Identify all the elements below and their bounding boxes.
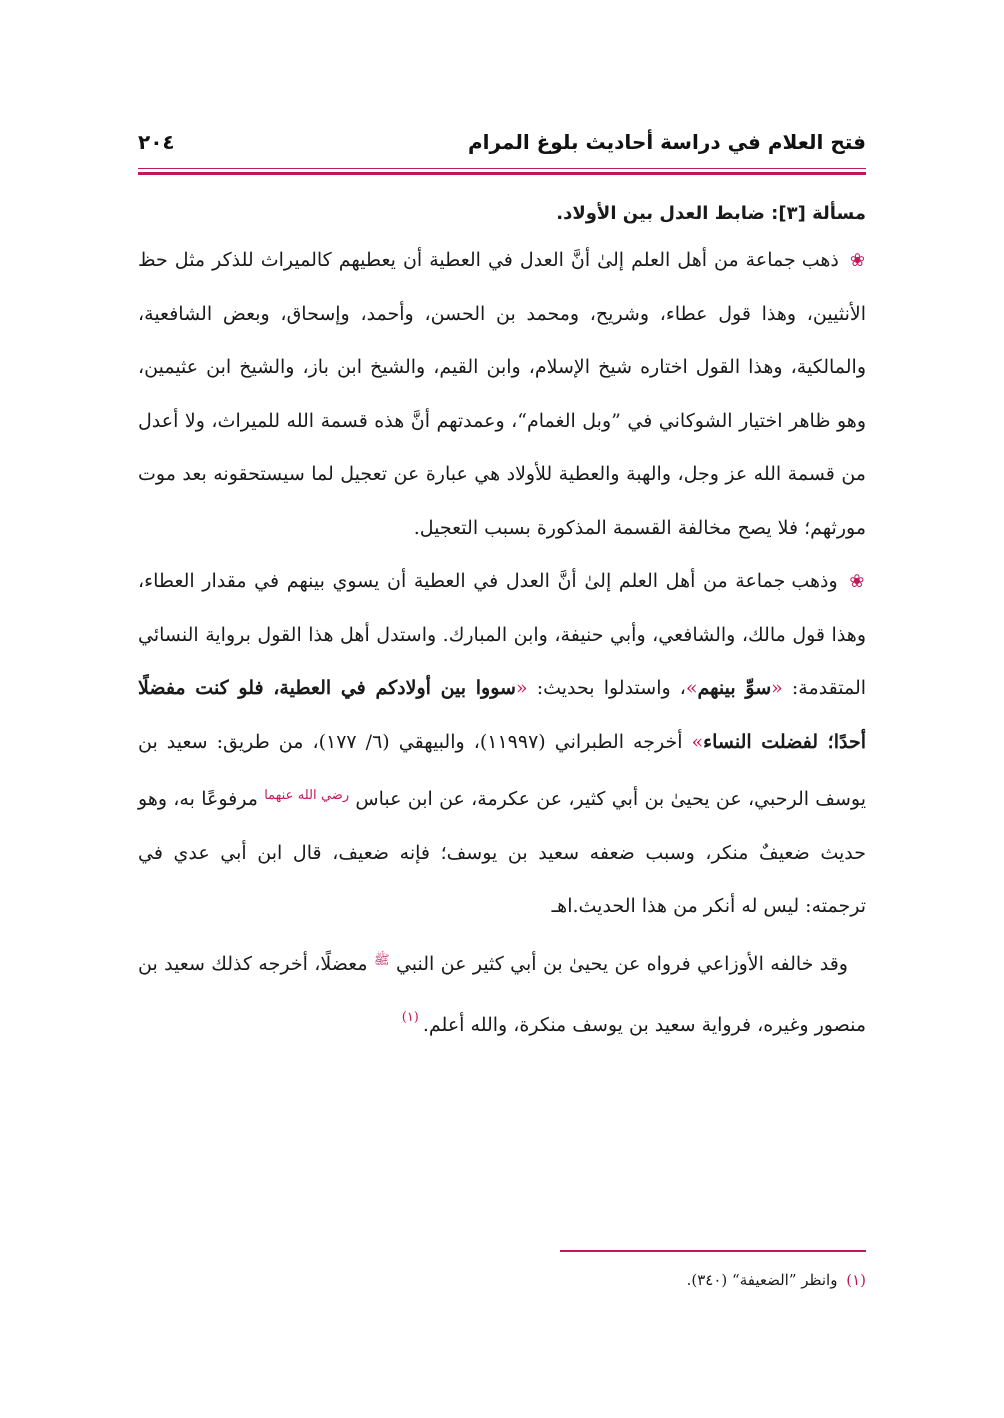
paragraph-intro: وذهب جماعة من أهل العلم إلىٰ أنَّ العدل في العطية أن يسوي بينهم في مقدار العطاء، وهذا قول مالك، والشافعي، وأبي حنيفة، وابن المبارك. واستدل أهل هذا القول برواية النسائي المتقدمة: [138, 570, 867, 699]
honorific-prophet-icon: ﷺ [373, 952, 390, 968]
issue-heading [138, 196, 866, 232]
quote-close-mark: » [685, 677, 698, 699]
header-rule-thick [138, 172, 866, 175]
honorific-companion-icon: رضي الله عنهما [264, 788, 350, 803]
running-header [138, 122, 866, 166]
header-rule-thin [138, 168, 866, 169]
paragraph-first-opinion [138, 234, 866, 555]
footnote-number: (١) [846, 1271, 866, 1289]
page-number: ٢٠٤ [138, 130, 175, 154]
paragraph-second-opinion [138, 555, 866, 934]
footnote-rule [560, 1250, 866, 1252]
footnote [138, 1268, 866, 1292]
paragraph-text: ذهب جماعة من أهل العلم إلىٰ أنَّ العدل في العطية أن يعطيهم كالميراث للذكر مثل حظ الأنثيين، وهذا قول عطاء، وشريح، ومحمد بن الحسن، وأحمد، وإسحاق، وبعض الشافعية، والمالكية، وهذا القول اختاره شيخ الإسلام، وابن القيم، والشيخ ابن باز، والشيخ ابن عثيمين، وهو ظاهر اختيار الشوكاني في ”وبل الغمام“، وعمدتهم أنَّ هذه قسمة الله للميراث، ولا أعدل من قسمة الله عز وجل، والهبة والعطية للأولاد هي عبارة عن تعجيل لما سيستحقونه بعد موت مورثهم؛ فلا يصح مخالفة القسمة المذكورة بسبب التعجيل. [138, 249, 866, 539]
takhrij-continuation: مرفوعًا به، وهو حديث ضعيفٌ منكر، وسبب ضعفه سعيد بن يوسف؛ فإنه ضعيف، قال ابن أبي عدي في ترجمته: ليس له أنكر من هذا الحديث.اهـ [138, 788, 866, 917]
paragraph-contradiction [138, 934, 866, 1053]
takhrij-text: أخرجه الطبراني (١١٩٩٧)، والبيهقي (٦/ ١٧٧)، من طريق: سعيد بن يوسف الرحبي، عن يحيىٰ بن أبي كثير، عن عكرمة، عن ابن عباس [138, 730, 866, 810]
body-text [138, 196, 866, 1053]
flower-ornament-icon: ❀ [849, 250, 866, 271]
quote-close-mark: » [691, 730, 704, 753]
footnote-reference[interactable]: (١) [401, 1010, 419, 1025]
paragraph-mid: ، واستدلوا بحديث: [536, 677, 686, 699]
flower-ornament-icon: ❀ [849, 571, 866, 592]
hadith-quote-long: سووا بين أولادكم في العطية، فلو كنت مفضلًا أحدًا؛ لفضلت النساء [138, 677, 866, 753]
issue-label: مسألة [٣]: [771, 203, 866, 224]
issue-title: ضابط العدل بين الأولاد. [556, 203, 765, 224]
quote-open-mark: « [515, 677, 528, 699]
hadith-quote-short: سوِّ بينهم [697, 677, 772, 699]
paragraph-text: وقد خالفه الأوزاعي فرواه عن يحيىٰ بن أبي كثير عن النبي [395, 952, 848, 975]
footnote-text: وانظر ”الضعيفة“ (٣٤٠). [686, 1271, 838, 1289]
quote-open-mark: « [771, 677, 783, 699]
book-title: فتح العلام في دراسة أحاديث بلوغ المرام [467, 130, 866, 154]
paragraph-text-end: معضلًا، أخرجه كذلك سعيد بن منصور وغيره، فرواية سعيد بن يوسف منكرة، والله أعلم. [138, 952, 866, 1036]
